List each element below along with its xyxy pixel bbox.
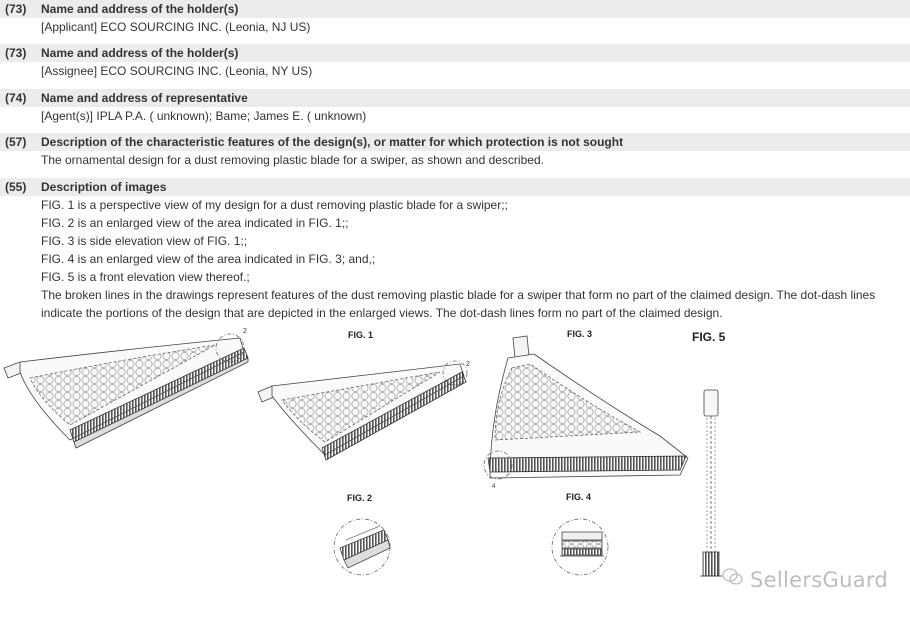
section-title: Description of the characteristic features of the design(s), or matter for which protection is not sought — [41, 135, 624, 149]
section-title: Name and address of the holder(s) — [41, 46, 239, 60]
inid-code: (74) — [5, 91, 27, 105]
inid-code: (57) — [5, 135, 27, 149]
section-holder-assignee — [0, 44, 910, 78]
section-title: Description of images — [41, 180, 167, 194]
inid-code: (73) — [5, 46, 27, 60]
image-description-line: FIG. 1 is a perspective view of my design for a dust removing plastic blade for a swiper;; — [41, 198, 508, 212]
fig1-ref-numeral: 2 — [466, 361, 470, 368]
section-holder-applicant — [0, 0, 910, 34]
fig3-drawing — [484, 336, 688, 479]
fig1-perspective-copy — [258, 361, 467, 460]
fig4-label: FIG. 4 — [566, 492, 592, 502]
section-text: [Applicant] ECO SOURCING INC. (Leonia, NJ US) — [41, 20, 311, 34]
section-header — [0, 89, 910, 107]
fig3-ref-numeral: 4 — [492, 484, 496, 490]
image-description-line: FIG. 5 is a front elevation view thereof.; — [41, 270, 250, 284]
fig1-ref-numeral: 2 — [243, 328, 247, 335]
section-text: The ornamental design for a dust removing plastic blade for a swiper, as shown and described. — [41, 153, 544, 167]
section-characteristic-features — [0, 133, 910, 167]
fig5-label: FIG. 5 — [692, 330, 726, 344]
section-title: Name and address of the holder(s) — [41, 2, 239, 16]
fig1-label: FIG. 1 — [348, 330, 374, 340]
wechat-icon — [722, 567, 744, 587]
section-text: [Agent(s)] IPLA P.A. ( unknown); Bame; James E. ( unknown) — [41, 109, 367, 123]
fig5-drawing — [700, 390, 722, 576]
watermark-text: SellersGuard — [750, 568, 889, 592]
section-header — [0, 44, 910, 62]
section-description-of-images — [0, 178, 910, 320]
section-text: [Assignee] ECO SOURCING INC. (Leonia, NY US) — [41, 64, 313, 78]
fig1-drawing — [4, 334, 248, 448]
fig4-drawing — [552, 519, 608, 575]
section-representative — [0, 89, 910, 123]
fig2-label: FIG. 2 — [347, 493, 373, 503]
fig2-drawing — [334, 519, 390, 575]
section-header — [0, 133, 910, 151]
image-description-line: FIG. 2 is an enlarged view of the area indicated in FIG. 1;; — [41, 216, 349, 230]
image-description-line: The broken lines in the drawings represent features of the dust removing plastic blade for a swiper that form no part of the claimed design. The dot-dash lines — [41, 288, 876, 302]
image-description-line: FIG. 4 is an enlarged view of the area indicated in FIG. 3; and,; — [41, 252, 376, 266]
section-title: Name and address of representative — [41, 91, 248, 105]
section-header — [0, 0, 910, 18]
section-header — [0, 178, 910, 196]
inid-code: (73) — [5, 2, 27, 16]
image-description-line: indicate the portions of the design that are depicted in the enlarged views. The dot-dash lines form no part of the claimed design. — [41, 306, 723, 320]
fig3-label: FIG. 3 — [567, 329, 593, 339]
image-description-line: FIG. 3 is side elevation view of FIG. 1;; — [41, 234, 248, 248]
inid-code: (55) — [5, 180, 27, 194]
